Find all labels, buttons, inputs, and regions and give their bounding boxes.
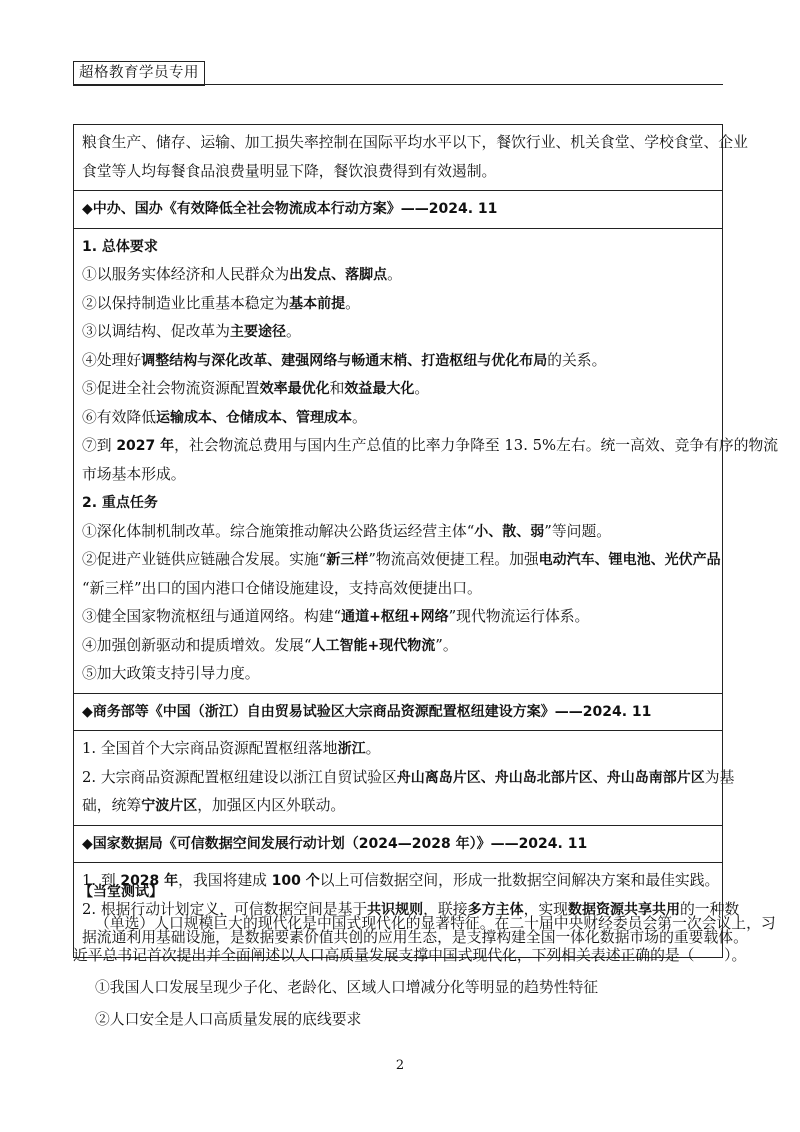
text-line: 粮食生产、储存、运输、加工损失率控制在国际平均水平以下，餐饮行业、机关食堂、学校食堂、企业 xyxy=(82,134,748,151)
list-item-continued: 市场基本形成。 xyxy=(82,465,186,483)
table-cell xyxy=(74,125,748,191)
list-item: ②以保持制造业比重基本稳定为基本前提。 xyxy=(82,294,360,312)
section-title-cell xyxy=(74,191,723,229)
header-tag: 超格教育学员专用 xyxy=(73,61,205,86)
list-item: 2. 根据行动计划定义，可信数据空间是基于共识规则，联接多方主体，实现数据资源共享共用的一种数 xyxy=(82,900,740,918)
list-item: ⑤促进全社会物流资源配置效率最优化和效益最大化。 xyxy=(82,380,430,397)
sub-heading: 1. 总体要求 xyxy=(82,238,158,255)
section-title-cell xyxy=(74,825,723,863)
section-title: ◆商务部等《中国（浙江）自由贸易试验区大宗商品资源配置枢纽建设方案》——2024. 11 xyxy=(82,703,652,720)
table-cell xyxy=(74,228,779,693)
list-item: ⑤加大政策支持引导力度。 xyxy=(82,665,260,682)
list-item: ④处理好调整结构与深化改革、建强网络与畅通末梢、打造枢纽与优化布局的关系。 xyxy=(82,351,607,369)
list-item: ③健全国家物流枢纽与通道网络。构建“通道+枢纽+网络”现代物流运行体系。 xyxy=(82,608,590,625)
section-title-cell xyxy=(74,693,723,731)
list-item: ⑥有效降低运输成本、仓储成本、管理成本。 xyxy=(82,408,367,426)
list-item: ④加强创新驱动和提质增效。发展“人工智能+现代物流”。 xyxy=(82,636,458,654)
option-1: ①我国人口发展呈现少子化、老龄化、区域人口增减分化等明显的趋势性特征 xyxy=(95,979,599,996)
test-heading: 【当堂测试】 xyxy=(79,884,163,900)
page-number: 2 xyxy=(395,1058,405,1073)
list-item: ①深化体制机制改革。综合施策推动解决公路货运经营主体“小、散、弱”等问题。 xyxy=(82,522,612,540)
question-text-continued: 近平总书记首次提出并全面阐述以人口高质量发展支撑中国式现代化，下列相关表述正确的是（ ）。 xyxy=(73,947,747,964)
list-item-continued: “新三样”出口的国内港口仓储设施建设，支持高效便捷出口。 xyxy=(82,579,482,597)
table-row xyxy=(74,228,723,693)
table-row xyxy=(74,693,723,731)
in-class-test xyxy=(73,876,776,1036)
question-text: （单选）人口规模巨大的现代化是中国式现代化的显著特征。在二十届中央财经委员会第一次会议上，习 xyxy=(95,915,776,932)
list-item: ③以调结构、促改革为主要途径。 xyxy=(82,323,301,340)
list-item-continued: 据流通利用基础设施，是数据要素价值共创的应用生态，是支撑构建全国一体化数据市场的重要载体。 xyxy=(82,929,748,946)
list-item-continued: 础，统筹宁波片区，加强区内区外联动。 xyxy=(82,797,346,814)
list-item: 2. 大宗商品资源配置枢纽建设以浙江自贸试验区舟山离岛片区、舟山岛北部片区、舟山岛南部片区为基 xyxy=(82,768,735,786)
table-row xyxy=(74,825,723,863)
policy-table xyxy=(73,124,779,958)
list-item: ⑦到 2027 年，社会物流总费用与国内生产总值的比率力争降至 13. 5%左右。统一高效、竞争有序的物流 xyxy=(82,437,779,454)
sub-heading: 2. 重点任务 xyxy=(82,495,158,511)
list-item: 1. 到 2028 年，我国将建成 100 个以上可信数据空间，形成一批数据空间解决方案和最佳实践。 xyxy=(82,872,720,889)
table-cell xyxy=(74,731,735,826)
table-row xyxy=(74,125,723,191)
section-title: ◆国家数据局《可信数据空间发展行动计划（2024—2028 年）》——2024. 11 xyxy=(82,835,588,852)
section-title: ◆中办、国办《有效降低全社会物流成本行动方案》——2024. 11 xyxy=(82,201,498,217)
table-row xyxy=(74,731,723,826)
option-2: ②人口安全是人口高质量发展的底线要求 xyxy=(95,1011,362,1028)
header-rule xyxy=(73,84,723,85)
list-item: ②促进产业链供应链融合发展。实施“新三样”物流高效便捷工程。加强电动汽车、锂电池、光伏产品 xyxy=(82,551,721,568)
table-row xyxy=(74,191,723,229)
text-line: 食堂等人均每餐食品浪费量明显下降，餐饮浪费得到有效遏制。 xyxy=(82,162,497,180)
list-item: 1. 全国首个大宗商品资源配置枢纽落地浙江。 xyxy=(82,740,381,757)
list-item: ①以服务实体经济和人民群众为出发点、落脚点。 xyxy=(82,266,402,283)
